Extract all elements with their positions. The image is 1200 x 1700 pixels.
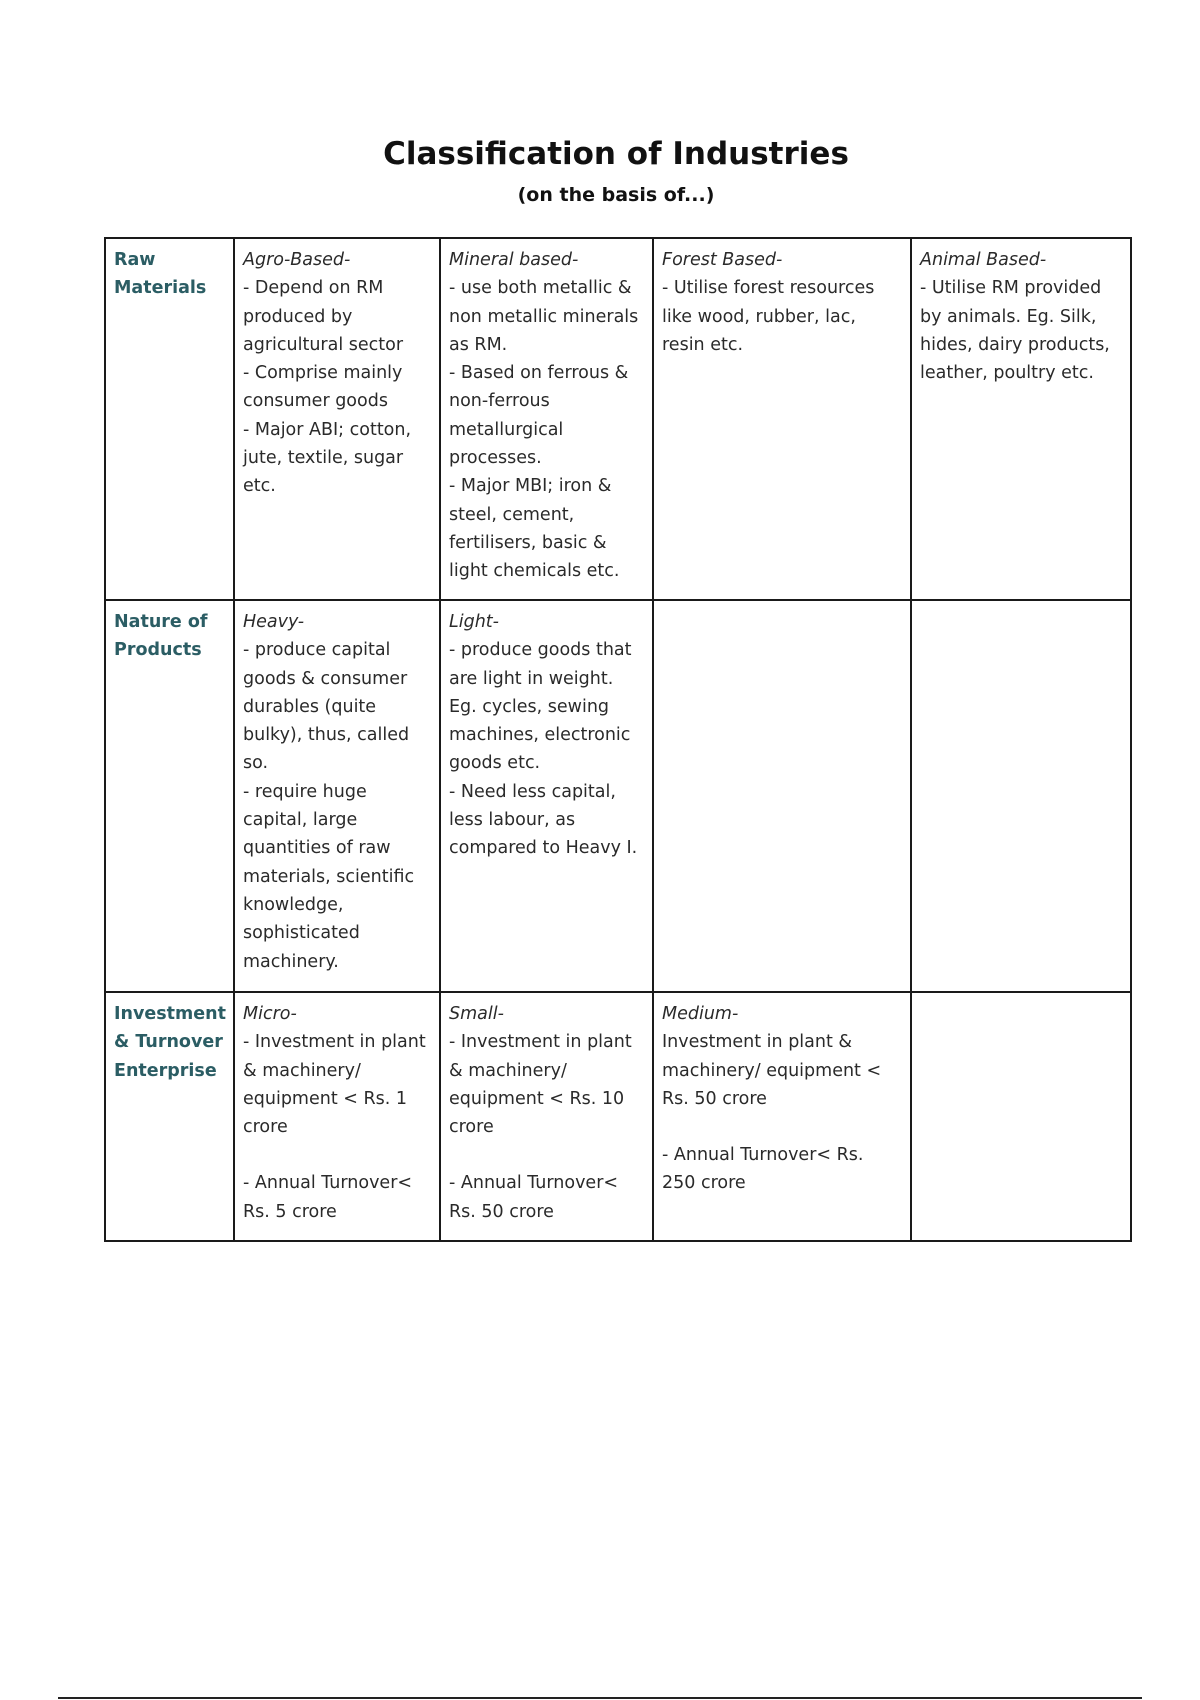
classification-table bbox=[104, 237, 1132, 1242]
cell-title: Forest Based- bbox=[662, 250, 783, 270]
cell-line: - use both metallic & non metallic minerals as RM. bbox=[449, 278, 639, 355]
cell-mineral-based bbox=[440, 238, 653, 600]
cell-empty bbox=[653, 600, 911, 992]
row-header-label: Nature of Products bbox=[114, 612, 208, 661]
cell-line: - Comprise mainly consumer goods bbox=[243, 363, 403, 412]
cell-line: - Need less capital, less labour, as compared to Heavy I. bbox=[449, 781, 638, 859]
cell-line: - Utilise forest resources like wood, rubber, lac, resin etc. bbox=[662, 278, 875, 355]
cell-title: Animal Based- bbox=[920, 250, 1047, 270]
page-bottom-rule bbox=[58, 1697, 1142, 1699]
cell-empty bbox=[911, 992, 1131, 1241]
cell-line: - Annual Turnover< Rs. 250 crore bbox=[662, 1145, 864, 1194]
cell-line: - Major ABI; cotton, jute, textile, sugar etc. bbox=[243, 419, 412, 497]
cell-line: - Investment in plant & machinery/ equipment < Rs. 1 crore bbox=[243, 1032, 426, 1138]
row-header-label: Investment & Turnover bbox=[114, 1004, 226, 1053]
cell-line: - produce capital goods & consumer durables (quite bulky), thus, called so. bbox=[243, 640, 410, 774]
cell-line: - require huge capital, large quantities of raw materials, scientific knowledge, sophisticated machinery. bbox=[243, 781, 415, 972]
row-header-raw-materials bbox=[105, 238, 234, 600]
cell-line: - produce goods that are light in weight. Eg. cycles, sewing machines, electronic goods etc. bbox=[449, 640, 632, 774]
cell-line: - Annual Turnover< Rs. 50 crore bbox=[449, 1173, 619, 1222]
page-title: Classification of Industries bbox=[383, 136, 849, 172]
cell-small bbox=[440, 992, 653, 1241]
cell-medium bbox=[653, 992, 911, 1241]
row-header-label: Raw Materials bbox=[114, 250, 207, 299]
table-row-investment-turnover bbox=[105, 992, 1131, 1241]
cell-line: - Major MBI; iron & steel, cement, fertilisers, basic & light chemicals etc. bbox=[449, 476, 620, 582]
cell-title: Heavy- bbox=[243, 612, 305, 632]
cell-title: Small- bbox=[449, 1004, 504, 1024]
cell-line: - Investment in plant & machinery/ equipment < Rs. 10 crore bbox=[449, 1032, 632, 1138]
page-subtitle: (on the basis of...) bbox=[517, 184, 715, 206]
table-row-raw-materials bbox=[105, 238, 1131, 600]
cell-animal-based bbox=[911, 238, 1131, 600]
cell-forest-based bbox=[653, 238, 911, 600]
cell-empty bbox=[911, 600, 1131, 992]
row-header-investment-turnover bbox=[105, 992, 234, 1241]
cell-light bbox=[440, 600, 653, 992]
cell-title: Micro- bbox=[243, 1004, 297, 1024]
cell-line: - Annual Turnover< Rs. 5 crore bbox=[243, 1173, 413, 1222]
table-row-nature-of-products bbox=[105, 600, 1131, 992]
cell-micro bbox=[234, 992, 440, 1241]
cell-title: Agro-Based- bbox=[243, 250, 351, 270]
cell-line: Investment in plant & machinery/ equipment < Rs. 50 crore bbox=[662, 1032, 882, 1109]
cell-title: Light- bbox=[449, 612, 499, 632]
cell-title: Mineral based- bbox=[449, 250, 579, 270]
cell-line: - Depend on RM produced by agricultural sector bbox=[243, 278, 404, 355]
cell-line: - Utilise RM provided by animals. Eg. Silk, hides, dairy products, leather, poultry etc. bbox=[920, 278, 1110, 384]
cell-agro-based bbox=[234, 238, 440, 600]
cell-heavy bbox=[234, 600, 440, 992]
row-header-nature-of-products bbox=[105, 600, 234, 992]
row-subheader-label: Enterprise bbox=[114, 1060, 217, 1081]
cell-title: Medium- bbox=[662, 1004, 739, 1024]
cell-line: - Based on ferrous & non-ferrous metallurgical processes. bbox=[449, 363, 629, 469]
